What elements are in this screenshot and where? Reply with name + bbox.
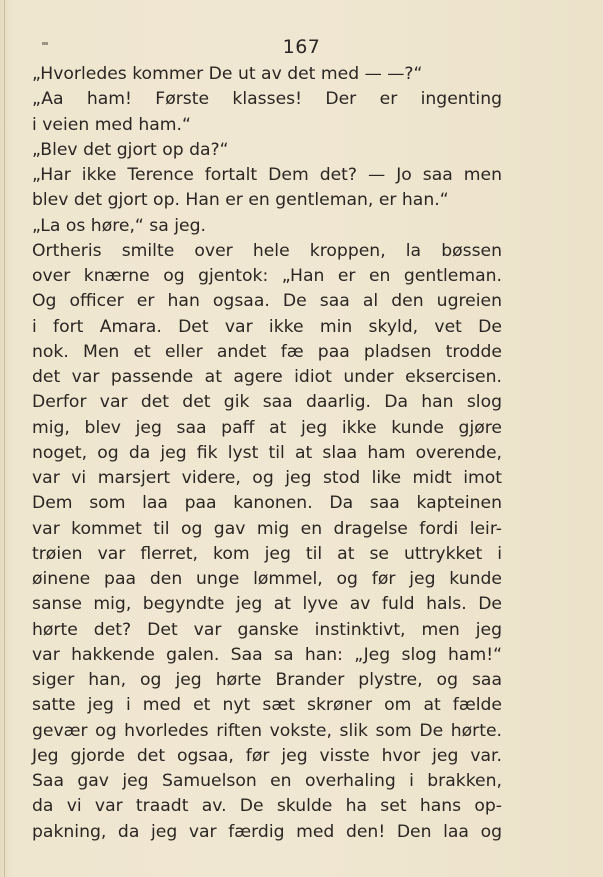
text-line: i fort Amara. Det var ikke min skyld, vet De <box>32 316 502 337</box>
page-number: 167 <box>282 36 321 58</box>
text-line: Saa gav jeg Samuelson en overhaling i brakken, <box>32 771 502 791</box>
text-line: pakning, da jeg var færdig med den! Den laa og <box>32 821 502 842</box>
text-line: noget, og da jeg fik lyst til at slaa ham overende, <box>32 442 502 463</box>
text-line: trøien var flerret, kom jeg til at se uttrykket i <box>32 543 502 564</box>
text-line: Derfor var det det gik saa daarlig. Da han slog <box>32 392 502 413</box>
text-line: Og officer er han ogsaa. De saa al den ugreien <box>32 291 502 312</box>
body-text <box>32 62 502 845</box>
text-line: var kommet til og gav mig en dragelse fordi leir- <box>32 518 502 539</box>
text-line: i veien med ham.“ <box>32 114 191 135</box>
page-edge-line <box>4 0 5 877</box>
text-line: Jeg gjorde det ogsaa, før jeg visste hvor jeg var. <box>32 745 502 766</box>
text-line: sanse mig, begyndte jeg at lyve av fuld hals. De <box>32 594 502 615</box>
text-line: var vi marsjert videre, og jeg stod like midt imot <box>32 468 502 488</box>
text-line: over knærne og gjentok: „Han er en gentleman. <box>32 266 502 286</box>
text-line: var hakkende galen. Saa sa han: „Jeg slog ham!“ <box>32 644 502 665</box>
text-line: mig, blev jeg saa paff at jeg ikke kunde gjøre <box>32 417 502 438</box>
text-line: „Har ikke Terence fortalt Dem det? — Jo saa men <box>32 165 502 185</box>
text-line: Dem som laa paa kanonen. Da saa kapteinen <box>32 493 502 514</box>
text-line: Ortheris smilte over hele kroppen, la bøssen <box>32 240 502 261</box>
text-line: da vi var traadt av. De skulde ha set hans op- <box>32 796 502 817</box>
text-line: nok. Men et eller andet fæ paa pladsen trodde <box>32 341 502 362</box>
text-line: øinene paa den unge lømmel, og før jeg kunde <box>32 569 502 589</box>
text-line: satte jeg i med et nyt sæt skrøner om at fælde <box>32 695 502 716</box>
text-line: gevær og hvorledes riften vokste, slik som De hørte. <box>32 720 502 741</box>
text-line: „Aa ham! Første klasses! Der er ingenting <box>32 89 502 110</box>
text-line: det var passende at agere idiot under eksercisen. <box>32 367 502 387</box>
text-line: siger han, og jeg hørte Brander plystre, og saa <box>32 670 502 690</box>
text-line: „Blev det gjort op da?“ <box>32 139 229 160</box>
text-line: „La os høre,“ sa jeg. <box>32 215 206 236</box>
text-line: „Hvorledes kommer De ut av det med — —?“ <box>32 64 423 84</box>
text-line: hørte det? Det var ganske instinktivt, men jeg <box>32 619 502 640</box>
text-line: blev det gjort op. Han er en gentleman, er han.“ <box>32 190 449 211</box>
